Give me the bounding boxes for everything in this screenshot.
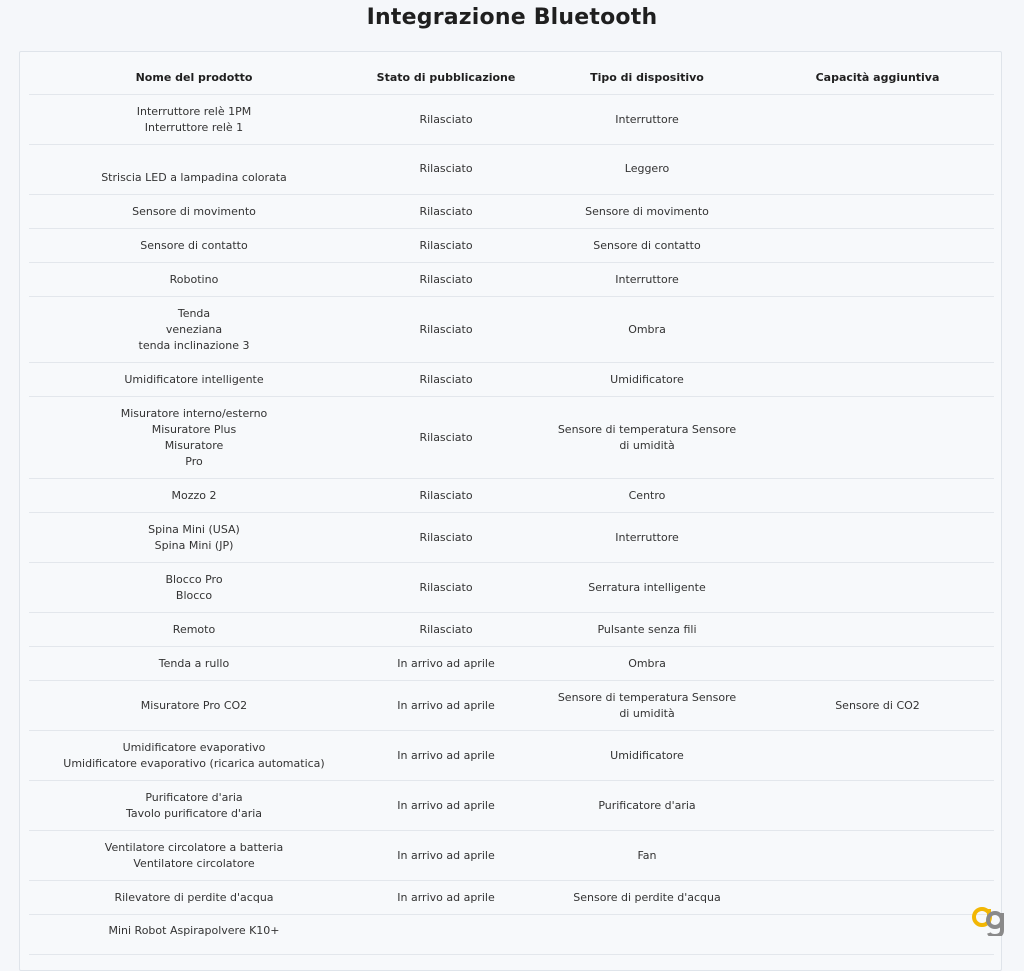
cell-release-status-text: In arrivo ad aprile [397, 656, 495, 670]
cell-product-name [29, 513, 359, 563]
product-name-line: Rilevatore di perdite d'acqua [114, 890, 274, 904]
cell-device-type [533, 731, 761, 781]
product-name-line: Misuratore interno/esterno [120, 406, 268, 420]
cell-release-status-text: In arrivo ad aprile [397, 798, 495, 812]
cell-product-name [29, 145, 359, 195]
product-name-line: Ventilatore circolatore a batteria [104, 840, 284, 854]
cell-device-type [533, 479, 761, 513]
cell-extra-capability [761, 397, 994, 479]
cell-extra-capability [761, 229, 994, 263]
product-name-line: Sensore di contatto [140, 238, 248, 252]
cell-product-name [29, 397, 359, 479]
cell-product-name [29, 681, 359, 731]
product-table [29, 61, 994, 955]
product-name-line: Spina Mini (USA) [148, 522, 240, 536]
table-row [29, 297, 994, 363]
table-row [29, 195, 994, 229]
cell-product-name [29, 781, 359, 831]
cell-product-name [29, 613, 359, 647]
product-name-line: Interruttore relè 1 [144, 120, 244, 134]
cell-device-type-text: Umidificatore [610, 372, 684, 386]
table-row [29, 681, 994, 731]
cell-product-name [29, 263, 359, 297]
cell-release-status-text: Rilasciato [419, 622, 473, 636]
cell-device-type-text: Sensore di temperatura Sensore di umidità [557, 690, 737, 720]
cell-release-status [359, 613, 533, 647]
cell-device-type-text: Ombra [628, 656, 666, 670]
product-name-line: Sensore di movimento [132, 204, 256, 218]
cell-release-status-text: Rilasciato [419, 372, 473, 386]
cell-release-status [359, 881, 533, 915]
table-row [29, 145, 994, 195]
cell-device-type [533, 263, 761, 297]
product-name-line: Remoto [172, 622, 216, 636]
product-name-line: Misuratore [164, 438, 224, 452]
product-name-line: veneziana [165, 322, 223, 336]
cell-extra-capability [761, 681, 994, 731]
header-release-status: Stato di pubblicazione [359, 61, 533, 95]
cell-extra-capability [761, 563, 994, 613]
product-name-line: Robotino [169, 272, 219, 286]
cell-product-name [29, 297, 359, 363]
cell-release-status-text: In arrivo ad aprile [397, 890, 495, 904]
cell-device-type-text: Centro [628, 488, 666, 502]
header-product-name: Nome del prodotto [29, 61, 359, 95]
cell-product-name [29, 479, 359, 513]
header-extra-capability: Capacità aggiuntiva [761, 61, 994, 95]
cell-extra-capability-text: Sensore di CO2 [835, 698, 920, 712]
cell-release-status [359, 563, 533, 613]
product-name-line: Umidificatore intelligente [124, 372, 264, 386]
cell-release-status [359, 195, 533, 229]
cell-device-type [533, 915, 761, 955]
table-card [19, 51, 1002, 971]
cell-release-status-text: Rilasciato [419, 430, 473, 444]
cell-device-type-text: Pulsante senza fili [597, 622, 697, 636]
cell-release-status [359, 831, 533, 881]
product-name-line: Ventilatore circolatore [133, 856, 255, 870]
cell-device-type [533, 831, 761, 881]
product-name-line: tenda inclinazione 3 [138, 338, 250, 352]
cell-product-name [29, 647, 359, 681]
table-row [29, 613, 994, 647]
cell-device-type-text: Serratura intelligente [588, 580, 706, 594]
table-row [29, 95, 994, 145]
cell-release-status-text: In arrivo ad aprile [397, 748, 495, 762]
cell-device-type-text: Sensore di temperatura Sensore di umidità [557, 422, 737, 452]
product-name-line: Purificatore d'aria [145, 790, 243, 804]
cell-device-type-text: Interruttore [615, 272, 679, 286]
cell-product-name [29, 831, 359, 881]
product-name-line: Umidificatore evaporativo (ricarica automatica) [63, 756, 325, 770]
product-name-line: Pro [185, 454, 203, 468]
product-name-line: Mini Robot Aspirapolvere K10+ [108, 924, 280, 937]
cell-device-type [533, 95, 761, 145]
cell-release-status-text: Rilasciato [419, 272, 473, 286]
cell-extra-capability [761, 613, 994, 647]
cell-release-status-text: Rilasciato [419, 488, 473, 502]
cell-device-type-text: Sensore di contatto [593, 238, 701, 252]
cell-device-type [533, 363, 761, 397]
product-name-line: Tenda a rullo [158, 656, 230, 670]
cell-product-name [29, 915, 359, 955]
cell-product-name [29, 881, 359, 915]
product-name-line: Interruttore relè 1PM [136, 104, 252, 118]
cell-device-type [533, 297, 761, 363]
cell-device-type-text: Interruttore [615, 112, 679, 126]
table-row [29, 229, 994, 263]
cell-extra-capability [761, 731, 994, 781]
cell-device-type [533, 513, 761, 563]
cell-product-name [29, 731, 359, 781]
cell-device-type-text: Interruttore [615, 530, 679, 544]
cell-release-status-text: In arrivo ad aprile [397, 698, 495, 712]
cell-release-status-text: Rilasciato [419, 530, 473, 544]
product-name-line: Spina Mini (JP) [154, 538, 234, 552]
cell-release-status [359, 363, 533, 397]
cell-device-type [533, 781, 761, 831]
cell-extra-capability [761, 513, 994, 563]
cell-device-type-text: Sensore di perdite d'acqua [573, 890, 721, 904]
product-name-line: Mozzo 2 [171, 488, 217, 502]
table-row [29, 915, 994, 955]
cell-device-type [533, 613, 761, 647]
table-row [29, 881, 994, 915]
cell-extra-capability [761, 195, 994, 229]
cell-extra-capability [761, 297, 994, 363]
cell-product-name [29, 229, 359, 263]
cell-extra-capability [761, 831, 994, 881]
product-name-line: Umidificatore evaporativo [122, 740, 266, 754]
header-device-type: Tipo di dispositivo [533, 61, 761, 95]
product-name-line: Blocco Pro [165, 572, 223, 586]
cell-release-status [359, 145, 533, 195]
product-name-line: Blocco [175, 588, 213, 602]
cell-release-status-text: In arrivo ad aprile [397, 848, 495, 862]
cell-device-type-text: Fan [637, 848, 657, 862]
cell-extra-capability [761, 263, 994, 297]
cell-release-status [359, 781, 533, 831]
product-name-line: Striscia LED a lampadina colorata [101, 171, 287, 184]
product-name-line: Tenda [177, 306, 211, 320]
table-row [29, 781, 994, 831]
cell-release-status-text: Rilasciato [419, 322, 473, 336]
cell-device-type [533, 647, 761, 681]
cell-release-status [359, 479, 533, 513]
cell-release-status [359, 513, 533, 563]
cell-release-status [359, 915, 533, 955]
cell-release-status [359, 263, 533, 297]
cell-extra-capability [761, 95, 994, 145]
cell-extra-capability [761, 647, 994, 681]
cell-release-status [359, 229, 533, 263]
product-name-line: Misuratore Pro CO2 [140, 698, 248, 712]
cell-extra-capability [761, 915, 994, 955]
cell-device-type-text: Purificatore d'aria [598, 798, 696, 812]
table-header-row [29, 61, 994, 95]
cell-release-status [359, 397, 533, 479]
ag-logo-icon [970, 900, 1006, 936]
table-row [29, 731, 994, 781]
cell-extra-capability [761, 363, 994, 397]
cell-release-status [359, 731, 533, 781]
cell-product-name [29, 363, 359, 397]
page-title: Integrazione Bluetooth [366, 5, 658, 30]
cell-release-status [359, 681, 533, 731]
cell-device-type [533, 681, 761, 731]
cell-release-status-text: Rilasciato [419, 204, 473, 218]
table-row [29, 513, 994, 563]
cell-device-type-text: Ombra [628, 322, 666, 336]
cell-device-type-text: Sensore di movimento [585, 204, 709, 218]
cell-device-type-text: Leggero [624, 162, 670, 175]
cell-device-type [533, 563, 761, 613]
cell-extra-capability [761, 479, 994, 513]
cell-device-type [533, 195, 761, 229]
table-row [29, 263, 994, 297]
cell-release-status-text: Rilasciato [419, 238, 473, 252]
cell-device-type [533, 229, 761, 263]
cell-product-name [29, 95, 359, 145]
cell-release-status [359, 297, 533, 363]
table-row [29, 647, 994, 681]
cell-release-status [359, 95, 533, 145]
product-name-line: Misuratore Plus [151, 422, 237, 436]
table-row [29, 363, 994, 397]
cell-release-status-text: Rilasciato [419, 162, 473, 175]
table-row [29, 479, 994, 513]
cell-extra-capability [761, 881, 994, 915]
cell-release-status-text: Rilasciato [419, 112, 473, 126]
cell-release-status-text: Rilasciato [419, 580, 473, 594]
cell-extra-capability [761, 781, 994, 831]
cell-device-type [533, 881, 761, 915]
cell-device-type [533, 397, 761, 479]
cell-product-name [29, 195, 359, 229]
table-row [29, 831, 994, 881]
cell-extra-capability [761, 145, 994, 195]
table-row [29, 397, 994, 479]
cell-release-status [359, 647, 533, 681]
cell-device-type [533, 145, 761, 195]
product-name-line: Tavolo purificatore d'aria [125, 806, 263, 820]
cell-product-name [29, 563, 359, 613]
cell-device-type-text: Umidificatore [610, 748, 684, 762]
table-row [29, 563, 994, 613]
